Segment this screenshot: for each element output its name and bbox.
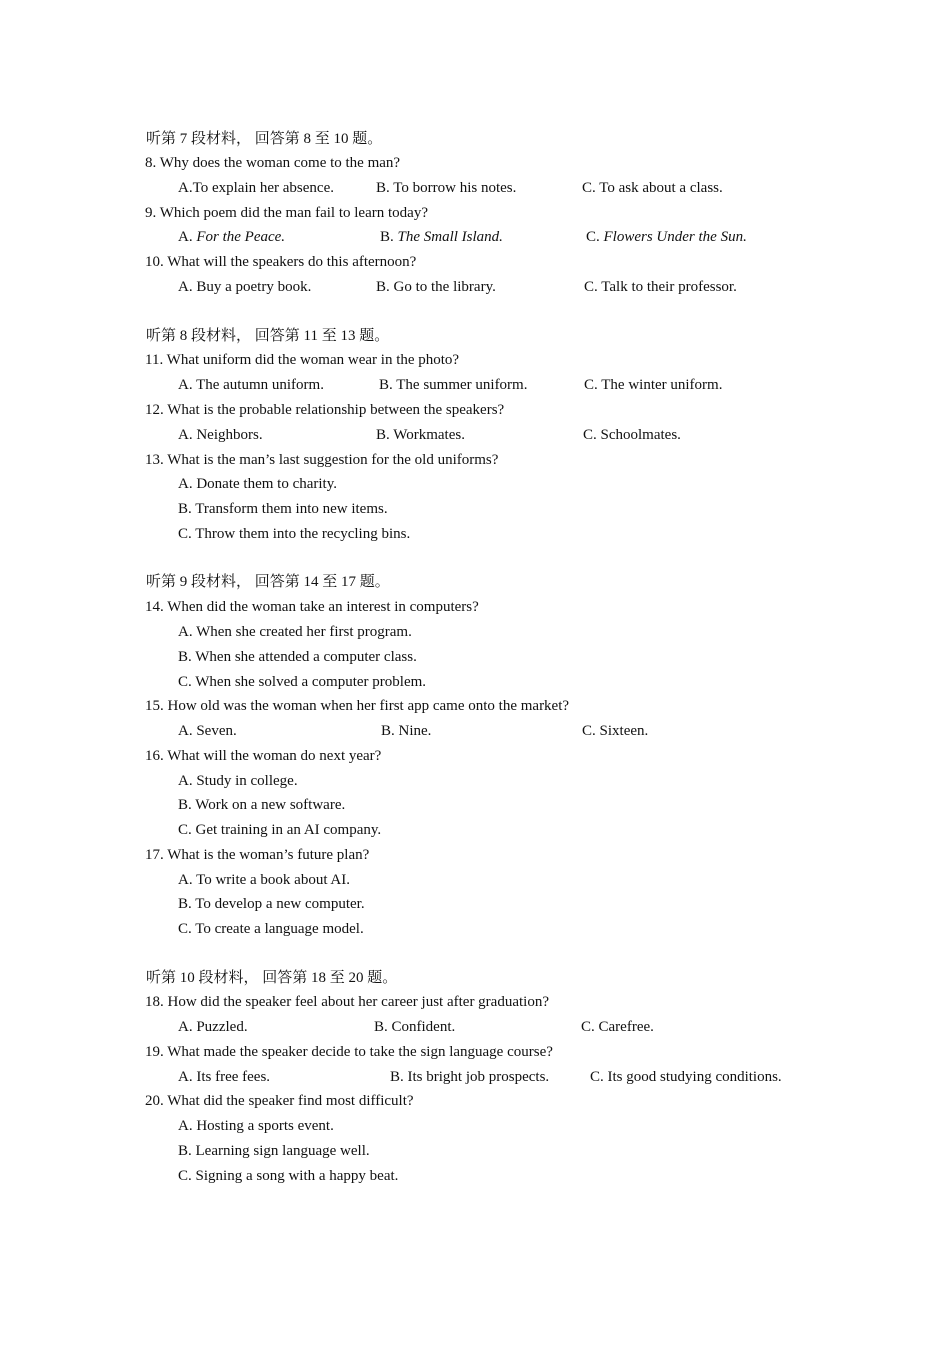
section-heading-8: 听第 8 段材料， 回答第 11 至 13 题。 [146, 328, 390, 344]
option-16c: C. Get training in an AI company. [178, 822, 382, 838]
question-11: 11. What uniform did the woman wear in the photo? [145, 352, 460, 368]
option-20b: B. Learning sign language well. [178, 1143, 370, 1159]
option-19b: B. Its bright job prospects. [390, 1069, 550, 1085]
question-12: 12. What is the probable relationship between the speakers? [145, 402, 505, 418]
option-20a: A. Hosting a sports event. [178, 1118, 334, 1134]
option-11c: C. The winter uniform. [584, 377, 723, 393]
option-12b: B. Workmates. [376, 427, 465, 443]
option-17a: A. To write a book about AI. [178, 872, 350, 888]
option-12a: A. Neighbors. [178, 427, 263, 443]
options-row-12 [0, 426, 950, 444]
options-row-10 [0, 278, 950, 296]
option-8c: C. To ask about a class. [582, 180, 723, 196]
option-14b: B. When she attended a computer class. [178, 649, 417, 665]
option-8b: B. To borrow his notes. [376, 180, 517, 196]
option-16b: B. Work on a new software. [178, 797, 346, 813]
option-9b: B. The Small Island. [380, 229, 503, 245]
option-15b: B. Nine. [381, 723, 432, 739]
section-heading-7: 听第 7 段材料， 回答第 8 至 10 题。 [146, 131, 383, 147]
option-11b: B. The summer uniform. [379, 377, 528, 393]
option-14a: A. When she created her first program. [178, 624, 412, 640]
option-19c: C. Its good studying conditions. [590, 1069, 782, 1085]
option-17b: B. To develop a new computer. [178, 896, 365, 912]
question-18: 18. How did the speaker feel about her career just after graduation? [145, 994, 549, 1010]
section-heading-9: 听第 9 段材料， 回答第 14 至 17 题。 [146, 574, 390, 590]
question-20: 20. What did the speaker find most difficult? [145, 1093, 414, 1109]
option-19a: A. Its free fees. [178, 1069, 271, 1085]
question-9: 9. Which poem did the man fail to learn today? [145, 205, 428, 221]
question-8: 8. Why does the woman come to the man? [145, 155, 401, 171]
option-13a: A. Donate them to charity. [178, 476, 337, 492]
question-19: 19. What made the speaker decide to take the sign language course? [145, 1044, 553, 1060]
option-15a: A. Seven. [178, 723, 237, 739]
options-row-19 [0, 1068, 950, 1086]
options-row-11 [0, 376, 950, 394]
option-18a: A. Puzzled. [178, 1019, 248, 1035]
option-13c: C. Throw them into the recycling bins. [178, 526, 411, 542]
options-row-8 [0, 179, 950, 197]
question-14: 14. When did the woman take an interest in computers? [145, 599, 479, 615]
options-row-9 [0, 228, 950, 246]
option-20c: C. Signing a song with a happy beat. [178, 1168, 399, 1184]
option-15c: C. Sixteen. [582, 723, 649, 739]
option-10b: B. Go to the library. [376, 279, 496, 295]
option-11a: A. The autumn uniform. [178, 377, 324, 393]
option-18c: C. Carefree. [581, 1019, 654, 1035]
question-10: 10. What will the speakers do this afternoon? [145, 254, 417, 270]
option-8a: A.To explain her absence. [178, 180, 334, 196]
question-13: 13. What is the man’s last suggestion for the old uniforms? [145, 452, 499, 468]
question-16: 16. What will the woman do next year? [145, 748, 382, 764]
option-13b: B. Transform them into new items. [178, 501, 388, 517]
option-18b: B. Confident. [374, 1019, 456, 1035]
section-heading-10: 听第 10 段材料， 回答第 18 至 20 题。 [146, 970, 398, 986]
option-17c: C. To create a language model. [178, 921, 364, 937]
option-16a: A. Study in college. [178, 773, 298, 789]
option-9c: C. Flowers Under the Sun. [586, 229, 747, 245]
options-row-18 [0, 1018, 950, 1036]
option-10a: A. Buy a poetry book. [178, 279, 312, 295]
option-9a: A. For the Peace. [178, 229, 286, 245]
option-12c: C. Schoolmates. [583, 427, 681, 443]
question-17: 17. What is the woman’s future plan? [145, 847, 370, 863]
question-15: 15. How old was the woman when her first app came onto the market? [145, 698, 570, 714]
option-10c: C. Talk to their professor. [584, 279, 737, 295]
options-row-15 [0, 722, 950, 740]
option-14c: C. When she solved a computer problem. [178, 674, 427, 690]
